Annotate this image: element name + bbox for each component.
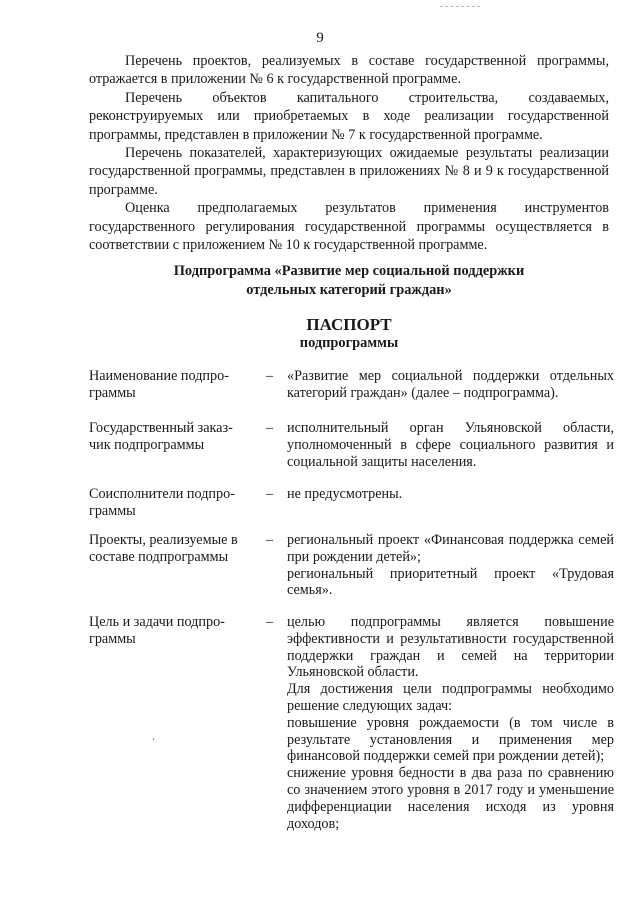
row-value-line: Для достижения цели подпрограммы необходимо решение следующих задач:	[287, 681, 614, 714]
row-value-line: целью подпрограммы является повышение эффективности и результативности государственной поддержки граждан и семей на территории Ульяновской области.	[287, 614, 614, 681]
scan-artifact	[440, 6, 480, 8]
row-value	[287, 614, 614, 832]
paragraph: Перечень показателей, характеризующих ожидаемые результаты реализации государственной программы, представлен в приложениях № 8 и 9 к государственной программе.	[89, 145, 609, 198]
passport-title: ПАСПОРТ	[306, 315, 392, 334]
row-value-line: не предусмотрены.	[287, 486, 403, 502]
row-value-line: региональный приоритетный проект «Трудовая семья».	[287, 565, 614, 599]
subprogram-heading	[89, 262, 609, 299]
row-dash: –	[266, 532, 274, 548]
paragraph: Перечень проектов, реализуемых в составе государственной программы, отражается в приложении № 6 к государственной программе.	[89, 53, 609, 88]
passport-subtitle: подпрограммы	[299, 335, 399, 351]
scan-speck: ʻ	[152, 736, 155, 746]
row-dash: –	[266, 614, 274, 630]
row-label: Соисполнители подпро-граммы	[89, 486, 235, 519]
row-value	[287, 486, 614, 503]
row-dash: –	[266, 486, 274, 502]
row-label: Наименование подпро-граммы	[89, 368, 229, 401]
row-label: Цель и задачи подпро-граммы	[89, 614, 225, 647]
paragraph: Перечень объектов капитального строительства, создаваемых, реконструируемых или приобретаемых в ходе реализации государственной программы, представлен в приложении № 7 к государственной программе.	[89, 89, 609, 143]
row-dash: –	[266, 368, 274, 384]
intro-paragraphs	[89, 52, 609, 254]
row-value	[287, 368, 614, 402]
row-value-line: повышение уровня рождаемости (в том числе в результате установления и применения мер финансовой поддержки семей при рождении детей);	[287, 714, 614, 765]
row-label: Государственный заказ-чик подпрограммы	[89, 420, 233, 453]
subprogram-heading-line: Подпрограмма «Развитие мер социальной поддержки	[173, 263, 525, 279]
row-value-line: региональный проект «Финансовая поддержка семей при рождении детей»;	[287, 532, 614, 565]
row-value-line: исполнительный орган Ульяновской области, уполномоченный в сфере социального развития и социальной защиты населения.	[287, 420, 614, 470]
row-value	[287, 532, 614, 599]
row-value-line: снижение уровня бедности в два раза по сравнению со значением этого уровня в 2017 году и уменьшение дифференциации населения исходя из уровня доходов;	[287, 765, 614, 832]
row-value-line: «Развитие мер социальной поддержки отдельных категорий граждан» (далее – подпрограмма).	[287, 368, 614, 401]
page-number: 9	[316, 30, 324, 46]
paragraph: Оценка предполагаемых результатов применения инструментов государственного регулирования государственной программы осуществляется в соответствии с приложением № 10 к государственной программе.	[89, 200, 609, 254]
row-value	[287, 420, 614, 470]
subprogram-heading-line: отдельных категорий граждан»	[246, 281, 452, 298]
row-label: Проекты, реализуемые в составе подпрограммы	[89, 532, 238, 565]
row-dash: –	[266, 420, 274, 436]
